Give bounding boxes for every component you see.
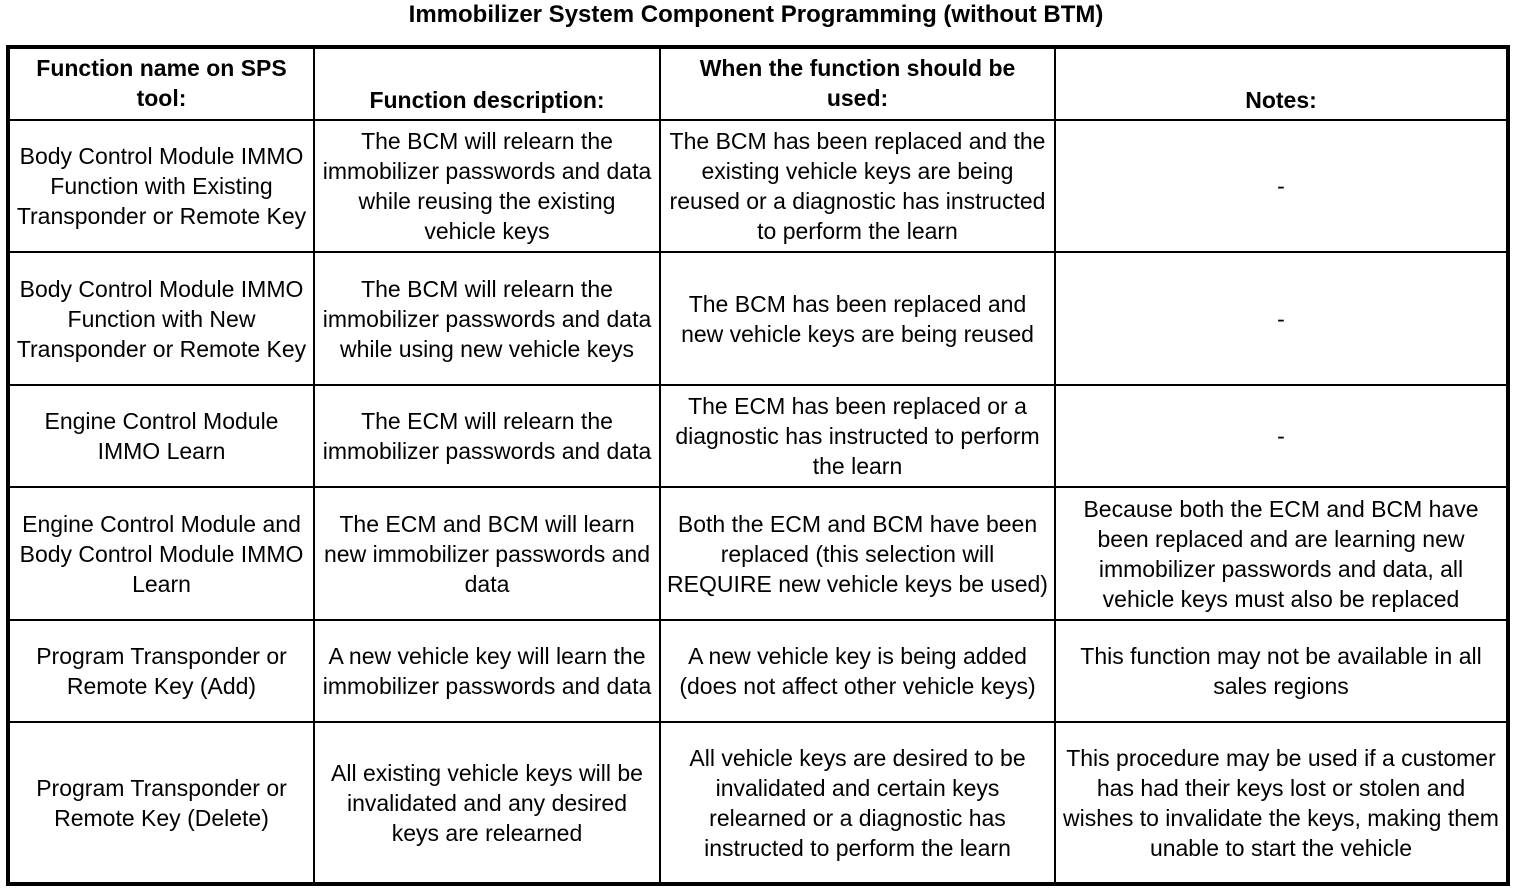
cell-description: All existing vehicle keys will be invalidated and any desired keys are relearned [314, 722, 660, 884]
cell-notes: - [1055, 120, 1508, 252]
header-row [8, 47, 1508, 120]
cell-when-used: A new vehicle key is being added (does not affect other vehicle keys) [660, 620, 1055, 722]
table-row [8, 385, 1508, 487]
table-row [8, 252, 1508, 385]
cell-description: A new vehicle key will learn the immobilizer passwords and data [314, 620, 660, 722]
cell-function-name: Program Transponder or Remote Key (Add) [8, 620, 314, 722]
cell-notes: This function may not be available in all sales regions [1055, 620, 1508, 722]
cell-notes: - [1055, 385, 1508, 487]
table-row [8, 722, 1508, 884]
table-title: Immobilizer System Component Programming (without BTM) [408, 1, 1104, 28]
table-row [8, 620, 1508, 722]
cell-description: The BCM will relearn the immobilizer passwords and data while reusing the existing vehicle keys [314, 120, 660, 252]
cell-when-used: The BCM has been replaced and the existing vehicle keys are being reused or a diagnostic has instructed to perform the learn [660, 120, 1055, 252]
cell-notes: Because both the ECM and BCM have been replaced and are learning new immobilizer passwords and data, all vehicle keys must also be replaced [1055, 487, 1508, 620]
immobilizer-programming-table [6, 45, 1510, 886]
cell-function-name: Program Transponder or Remote Key (Delete) [8, 722, 314, 884]
header-notes: Notes: [1055, 47, 1508, 120]
cell-function-name: Engine Control Module IMMO Learn [8, 385, 314, 487]
cell-description: The ECM and BCM will learn new immobilizer passwords and data [314, 487, 660, 620]
cell-function-name: Body Control Module IMMO Function with New Transponder or Remote Key [8, 252, 314, 385]
cell-function-name: Body Control Module IMMO Function with Existing Transponder or Remote Key [8, 120, 314, 252]
header-function-name: Function name on SPS tool: [8, 47, 314, 120]
cell-when-used: All vehicle keys are desired to be invalidated and certain keys relearned or a diagnostic has instructed to perform the learn [660, 722, 1055, 884]
cell-function-name: Engine Control Module and Body Control Module IMMO Learn [8, 487, 314, 620]
cell-when-used: The ECM has been replaced or a diagnostic has instructed to perform the learn [660, 385, 1055, 487]
cell-notes: - [1055, 252, 1508, 385]
cell-when-used: Both the ECM and BCM have been replaced (this selection will REQUIRE new vehicle keys be used) [660, 487, 1055, 620]
table-row [8, 120, 1508, 252]
cell-when-used: The BCM has been replaced and new vehicle keys are being reused [660, 252, 1055, 385]
cell-description: The ECM will relearn the immobilizer passwords and data [314, 385, 660, 487]
table-row [8, 487, 1508, 620]
header-function-description: Function description: [314, 47, 660, 120]
cell-notes: This procedure may be used if a customer has had their keys lost or stolen and wishes to invalidate the keys, making them unable to start the vehicle [1055, 722, 1508, 884]
cell-description: The BCM will relearn the immobilizer passwords and data while using new vehicle keys [314, 252, 660, 385]
header-when-used: When the function should be used: [660, 47, 1055, 120]
